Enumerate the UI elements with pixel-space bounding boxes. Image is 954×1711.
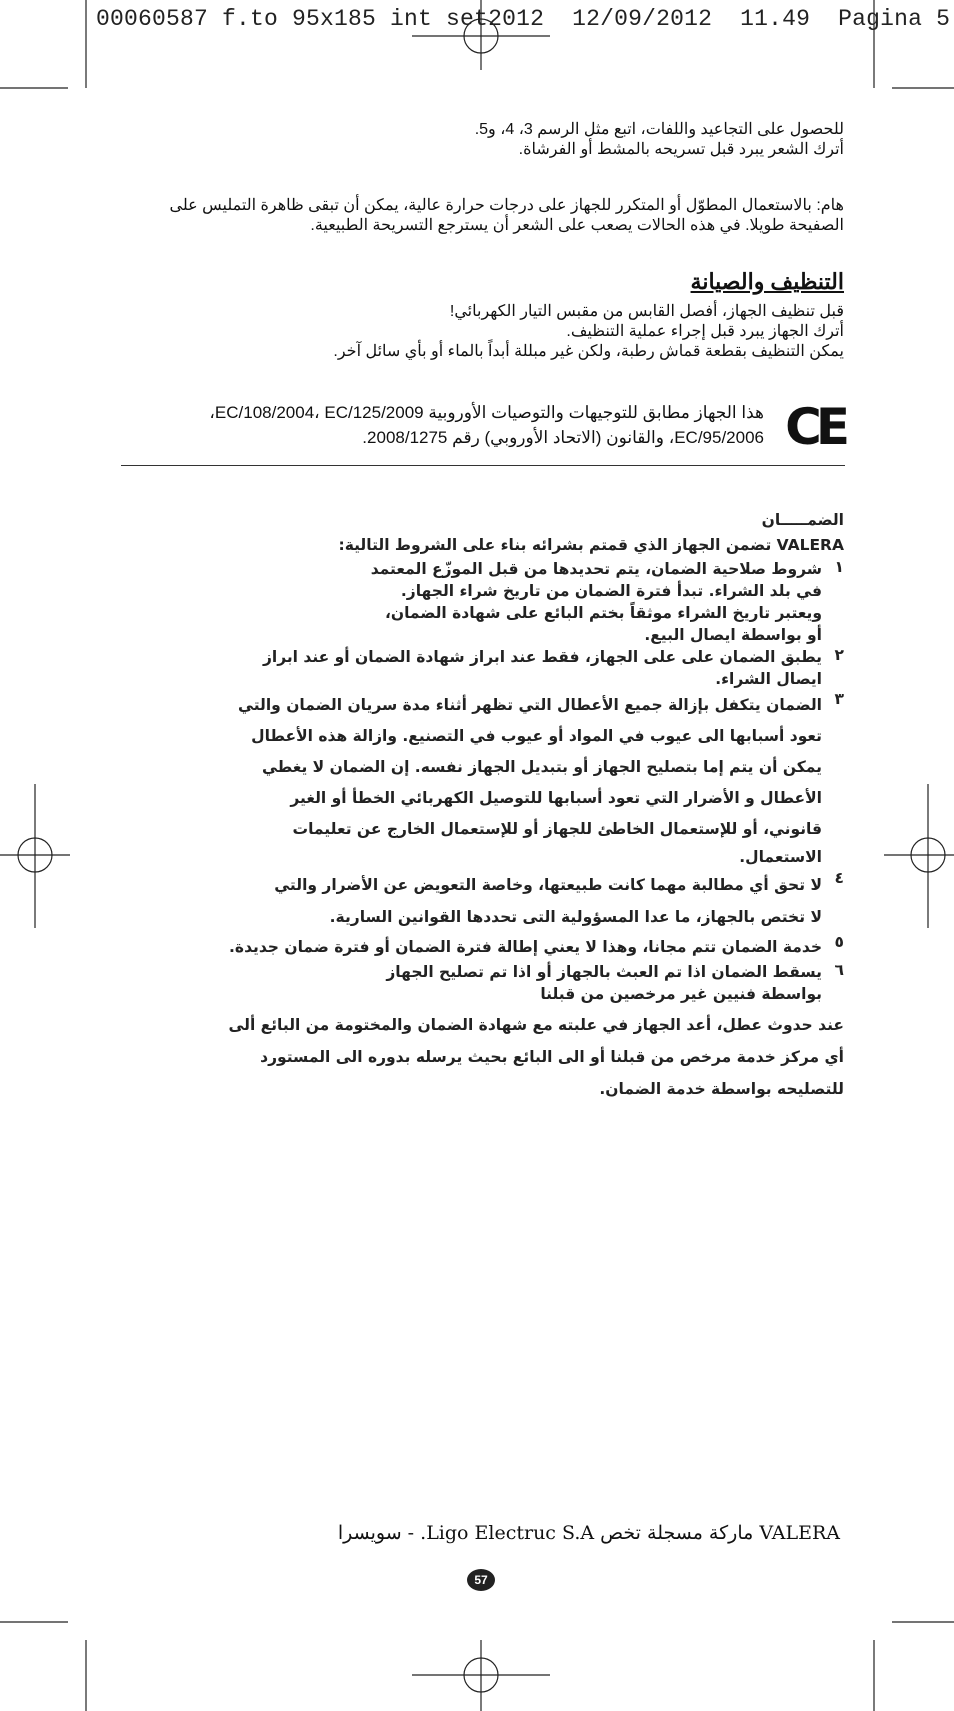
ce-conformity [122, 398, 844, 458]
important-note-line-2: الصفيحة طويلا. في هذه الحالات يصعب على الشعر أن يسترجع التسريحة الطبيعية. [310, 217, 844, 234]
warranty-footer [182, 1009, 844, 1105]
warranty-item-3-line-2: تعود أسبابها الى عيوب في المواد أو عيوب في التصنيع. وازالة هذه الأعطال [251, 727, 822, 745]
warranty-footer-line-2: أي مركز خدمة مرخص من قبلنا أو الى البائع بحيث يرسله بدوره الى المستورد [260, 1048, 844, 1066]
cleaning-line-1: قبل تنظيف الجهاز، أفصل القابس من مقبس التيار الكهربائي! [449, 303, 844, 320]
warranty-item-number: ٤ [834, 869, 844, 887]
conformity-text [124, 400, 764, 450]
warranty-item-number: ٢ [834, 646, 844, 664]
warranty-item-4-line-2: لا تختص بالجهاز، ما عدا المسؤولية التى تحددها القوانين السارية. [329, 908, 822, 926]
warranty-item-number: ١ [834, 558, 844, 576]
warranty-intro: VALERA تضمن الجهاز الذي قمتم بشرائه بناء على الشروط التالية: [338, 536, 844, 554]
section-divider [121, 465, 845, 466]
warranty-item-number: ٦ [834, 961, 844, 979]
important-note-line-1: هام: بالاستعمال المطوّل أو المتكرر للجهاز على درجات حرارة عالية، يمكن أن تبقى ظاهرة التمليس على [169, 197, 844, 214]
cleaning-section [124, 268, 844, 362]
warranty-item-6 [182, 961, 844, 1005]
warranty-footer-line-1: عند حدوث عطل، أعد الجهاز في علبته مع شهادة الضمان والمختومة من البائع ألى [228, 1016, 844, 1034]
curls-instruction-line-1: للحصول على التجاعيد واللفات، اتبع مثل الرسم 3، 4، و5. [474, 121, 844, 138]
warranty-item-5 [182, 933, 844, 961]
warranty-item-5-line-1: خدمة الضمان تتم مجانا، وهذا لا يعني إطالة فترة الضمان أو فترة ضمان جديدة. [229, 938, 822, 956]
warranty-item-2-line-1: يطبق الضمان على على الجهاز، فقط عند ابراز شهادة الضمان أو عند ابراز [262, 648, 822, 666]
warranty-section [182, 508, 844, 1105]
warranty-item-1-line-4: أو بواسطة ايصال البيع. [644, 626, 822, 644]
cleaning-heading: التنظيف والصيانة [690, 269, 844, 294]
warranty-item-3-line-3: يمكن أن يتم إما بتصليح الجهاز أو بتبديل الجهاز نفسه. إن الضمان لا يغطي [261, 758, 822, 776]
warranty-item-2-line-2: ايصال الشراء. [715, 670, 822, 688]
curls-instructions [144, 120, 844, 160]
conformity-line-1: هذا الجهاز مطابق للتوجيهات والتوصيات الأوروبية EC/108/2004، EC/125/2009، [209, 403, 764, 422]
conformity-line-2: EC/95/2006، والقانون (الاتحاد الأوروبي) رقم 2008/1275. [362, 428, 764, 447]
cleaning-line-2: أترك الجهاز يبرد قبل إجراء عملية التنظيف. [566, 323, 844, 340]
warranty-item-2 [182, 646, 844, 690]
warranty-item-3 [182, 690, 844, 869]
warranty-item-4-line-1: لا تحق أي مطالبة مهما كانت طبيعتها، وخاصة التعويض عن الأضرار والتي [274, 876, 822, 894]
warranty-item-number: ٣ [834, 690, 844, 708]
warranty-item-1-line-3: ويعتبر تاريخ الشراء موثقاً بختم البائع على شهادة الضمان، [384, 604, 822, 622]
print-slug-line: 00060587 f.to 95x185 int set2012 12/09/2012 11.49 Pagina 5 [96, 6, 951, 32]
page-number-badge: 57 [467, 1569, 495, 1591]
important-note [144, 196, 844, 236]
warranty-item-3-line-6: الاستعمال. [739, 848, 822, 866]
warranty-item-1 [182, 558, 844, 646]
warranty-footer-line-3: للتصليحه بواسطة خدمة الضمان. [599, 1080, 844, 1098]
brand-trademark-line: VALERA ماركة مسجلة تخص Ligo Electruc S.A. - سويسرا [337, 1522, 840, 1544]
warranty-item-6-line-2: بواسطة فنيين غير مرخصين من قبلنا [540, 985, 822, 1003]
warranty-item-1-line-1: شروط صلاحية الضمان، يتم تحديدها من قبل الموزّع المعتمد [370, 560, 822, 578]
warranty-item-3-line-4: الأعطال و الأضرار التي تعود أسبابها للتوصيل الكهربائي الخطأ أو الغير [290, 789, 822, 807]
warranty-item-number: ٥ [834, 933, 844, 951]
warranty-title: الضمـــــان [761, 511, 844, 529]
curls-instruction-line-2: أترك الشعر يبرد قبل تسريحه بالمشط أو الفرشاة. [518, 141, 844, 158]
cleaning-line-3: يمكن التنظيف بقطعة قماش رطبة، ولكن غير مبللة أبداً بالماء أو بأي سائل آخر. [333, 343, 844, 360]
warranty-item-4 [182, 869, 844, 933]
warranty-item-3-line-5: قانوني، أو للإستعمال الخاطئ للجهاز أو للإستعمال الخارج عن تعليمات [292, 820, 822, 838]
warranty-item-6-line-1: يسقط الضمان اذا تم العبث بالجهاز أو اذا تم تصليح الجهاز [386, 963, 822, 981]
warranty-item-3-line-1: الضمان يتكفل بإزالة جميع الأعطال التي تظهر أثناء مدة سريان الضمان والتي [238, 696, 822, 714]
ce-mark-logo: CE [785, 398, 844, 456]
warranty-item-1-line-2: في بلد الشراء. تبدأ فترة الضمان من تاريخ شراء الجهاز. [400, 582, 822, 600]
